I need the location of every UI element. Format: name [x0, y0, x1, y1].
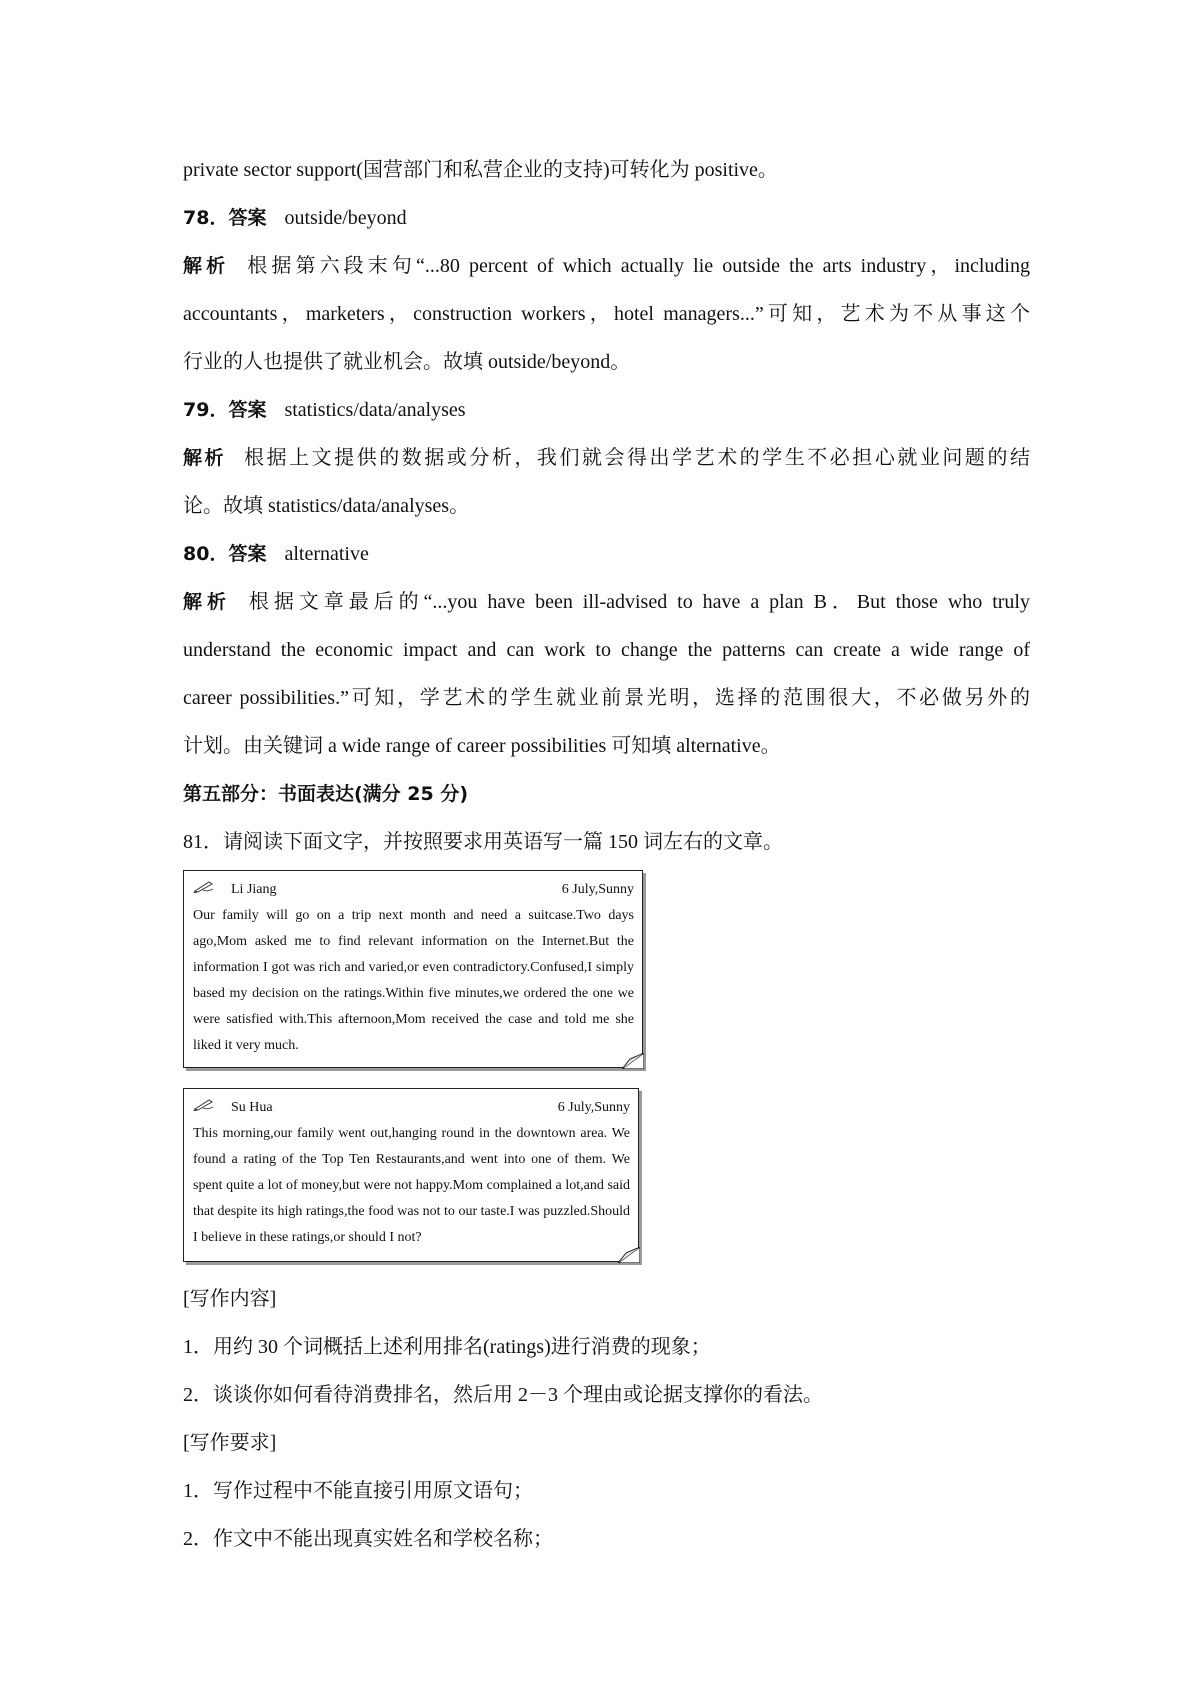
writing-requirements-heading: [写作要求]: [183, 1432, 277, 1454]
answer-78: [183, 204, 407, 232]
diary-header: [193, 877, 634, 903]
answer-value: outside/beyond: [284, 207, 407, 229]
analysis-78-line-1: [183, 252, 1030, 280]
analysis-80-line-2: understand the economic impact and can work to change the patterns can create a wide range of: [183, 639, 1030, 661]
analysis-text: 根据文章最后的“...you have been ill-advised to have a plan B．But those who truly: [248, 591, 1030, 613]
analysis-78-line-3: 行业的人也提供了就业机会。故填 outside/beyond。: [183, 351, 631, 373]
diary-date: 6 July,Sunny: [557, 1100, 630, 1115]
diary-text: Our family will go on a trip next month and need a suitcase.Two days ago,Mom asked me to find relevant information on the Internet.But the information I got was rich and varied,or even contradictory.Confused,I simply based my decision on the ratings.Within five minutes,we ordered the one we were satisfied with.This afternoon,Mom received the case and told me she liked it very much.: [193, 908, 634, 1053]
diary-header: [193, 1095, 630, 1121]
page-fold-corner: [618, 1247, 640, 1263]
pen-icon: [193, 1095, 215, 1121]
writing-requirement-1: 1．写作过程中不能直接引用原文语句；: [183, 1480, 533, 1502]
writing-requirement-2: 2．作文中不能出现真实姓名和学校名称；: [183, 1528, 553, 1550]
answer-label: 80．答案: [183, 543, 267, 565]
analysis-text: 根据第六段末句“...80 percent of which actually lie outside the arts industry，including: [247, 255, 1030, 277]
analysis-79-line-2: 论。故填 statistics/data/analyses。: [183, 495, 470, 517]
writing-content-heading: [写作内容]: [183, 1288, 277, 1310]
page-fold-corner: [622, 1053, 644, 1069]
diary-date: 6 July,Sunny: [561, 882, 634, 897]
question-81: 81．请阅读下面文字，并按照要求用英语写一篇 150 词左右的文章。: [183, 831, 783, 853]
analysis-80-line-4: 计划。由关键词 a wide range of career possibilities 可知填 alternative。: [183, 735, 781, 757]
analysis-80-line-1: [183, 588, 1030, 616]
diary-author-name: Li Jiang: [231, 882, 277, 897]
answer-80: [183, 540, 369, 568]
analysis-text: 根据上文提供的数据或分析，我们就会得出学艺术的学生不必担心就业问题的结: [244, 447, 1030, 469]
answer-79: [183, 396, 466, 424]
diary-card-su-hua: [183, 1088, 639, 1262]
text-line: private sector support(国营部门和私营企业的支持)可转化为 positive。: [183, 159, 778, 181]
writing-content-item-2: 2．谈谈你如何看待消费排名，然后用 2－3 个理由或论据支撑你的看法。: [183, 1384, 823, 1406]
section-heading: 第五部分：书面表达(满分 25 分): [183, 783, 469, 805]
answer-value: alternative: [284, 543, 369, 565]
analysis-label: 解析: [183, 447, 227, 469]
answer-label: 78．答案: [183, 207, 267, 229]
diary-author-name: Su Hua: [231, 1100, 273, 1115]
analysis-label: 解析: [183, 255, 230, 277]
analysis-80-line-3: career possibilities.”可知，学艺术的学生就业前景光明，选择的范围很大，不必做另外的: [183, 687, 1030, 709]
answer-label: 79．答案: [183, 399, 267, 421]
diary-author: [193, 1095, 273, 1121]
pen-icon: [193, 877, 215, 903]
analysis-79-line-1: [183, 444, 1030, 472]
analysis-label: 解析: [183, 591, 231, 613]
diary-author: [193, 877, 277, 903]
answer-value: statistics/data/analyses: [284, 399, 466, 421]
writing-content-item-1: 1．用约 30 个词概括上述利用排名(ratings)进行消费的现象；: [183, 1336, 711, 1358]
diary-text: This morning,our family went out,hanging round in the downtown area. We found a rating of the Top Ten Restaurants,and went into one of them. We spent quite a lot of money,but were not happy.Mom complained a lot,and said that despite its high ratings,the food was not to our taste.I was puzzled.Should I believe in these ratings,or should I not?: [193, 1126, 630, 1245]
diary-card-li-jiang: [183, 870, 643, 1068]
analysis-78-line-2: accountants，marketers，construction workers，hotel managers...”可知，艺术为不从事这个: [183, 303, 1030, 325]
